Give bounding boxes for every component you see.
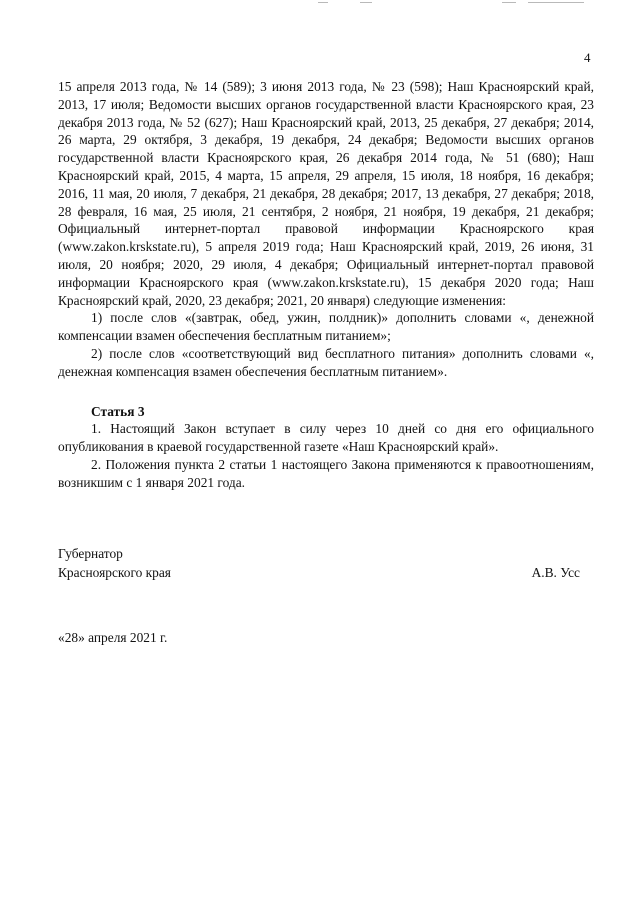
signatory-title-line-1: Губернатор (58, 546, 123, 561)
signatory-name: А.В. Усс (531, 565, 580, 580)
scan-mark (360, 2, 372, 3)
article-3-point-1: 1. Настоящий Закон вступает в силу через 10 дней со дня его официального опубликования в краевой государственной газете «Наш Красноярский край». (58, 421, 594, 455)
scan-mark (528, 2, 584, 3)
page-number: 4 (584, 50, 591, 65)
scan-mark (502, 2, 516, 3)
signing-date: «28» апреля 2021 г. (58, 630, 168, 645)
article-3-point-2: 2. Положения пункта 2 статьи 1 настоящего Закона применяются к правоотношениям, возникшим с 1 января 2021 года. (58, 456, 594, 490)
signature-line (58, 563, 580, 582)
signatory-title-line-2: Красноярского края (58, 565, 171, 580)
amendment-intro-paragraph: 15 апреля 2013 года, № 14 (589); 3 июня 2013 года, № 23 (598); Наш Красноярский край, 2013, 17 июля; Ведомости высших органов государственной власти Красноярского края, 23 декабря 2013 года, № 52 (627); Наш Красноярский край, 2013, 25 декабря, 27 декабря; 2014, 26 марта, 29 октября, 3 декабря, 19 декабря, 24 декабря; Ведомости высших органов государственной власти Красноярского края, 26 декабря 2014 года, № 51 (680); Наш Красноярский край, 2015, 4 марта, 15 апреля, 29 апреля, 15 июля, 18 ноября, 16 декабря; 2016, 11 мая, 20 июля, 7 декабря, 21 декабря, 28 декабря; 2017, 13 декабря, 27 декабря; 2018, 28 февраля, 16 мая, 25 июля, 21 сентября, 2 ноября, 21 ноября, 19 декабря, 21 декабря; Официальный интернет-портал правовой информации Красноярского края (www.zakon.krskstate.ru), 5 апреля 2019 года; Наш Красноярский край, 2019, 26 июня, 31 июля, 20 ноября; 2020, 29 июля, 4 декабря; Официальный интернет-портал правовой информации Красноярского края (www.zakon.krskstate.ru), 15 декабря 2020 года; Наш Красноярский край, 2020, 23 декабря; 2021, 20 января) следующие изменения: (58, 79, 594, 308)
document-body (58, 78, 594, 492)
signature-block (58, 544, 580, 582)
article-3-heading: Статья 3 (91, 403, 145, 419)
amendment-item-1: 1) после слов «(завтрак, обед, ужин, полдник)» дополнить словами «, денежной компенсации взамен обеспечения бесплатным питанием»; (58, 310, 594, 344)
amendment-item-2: 2) после слов «соответствующий вид бесплатного питания» дополнить словами «, денежная компенсация взамен обеспечения бесплатным питанием». (58, 345, 594, 379)
scan-mark (318, 2, 328, 3)
